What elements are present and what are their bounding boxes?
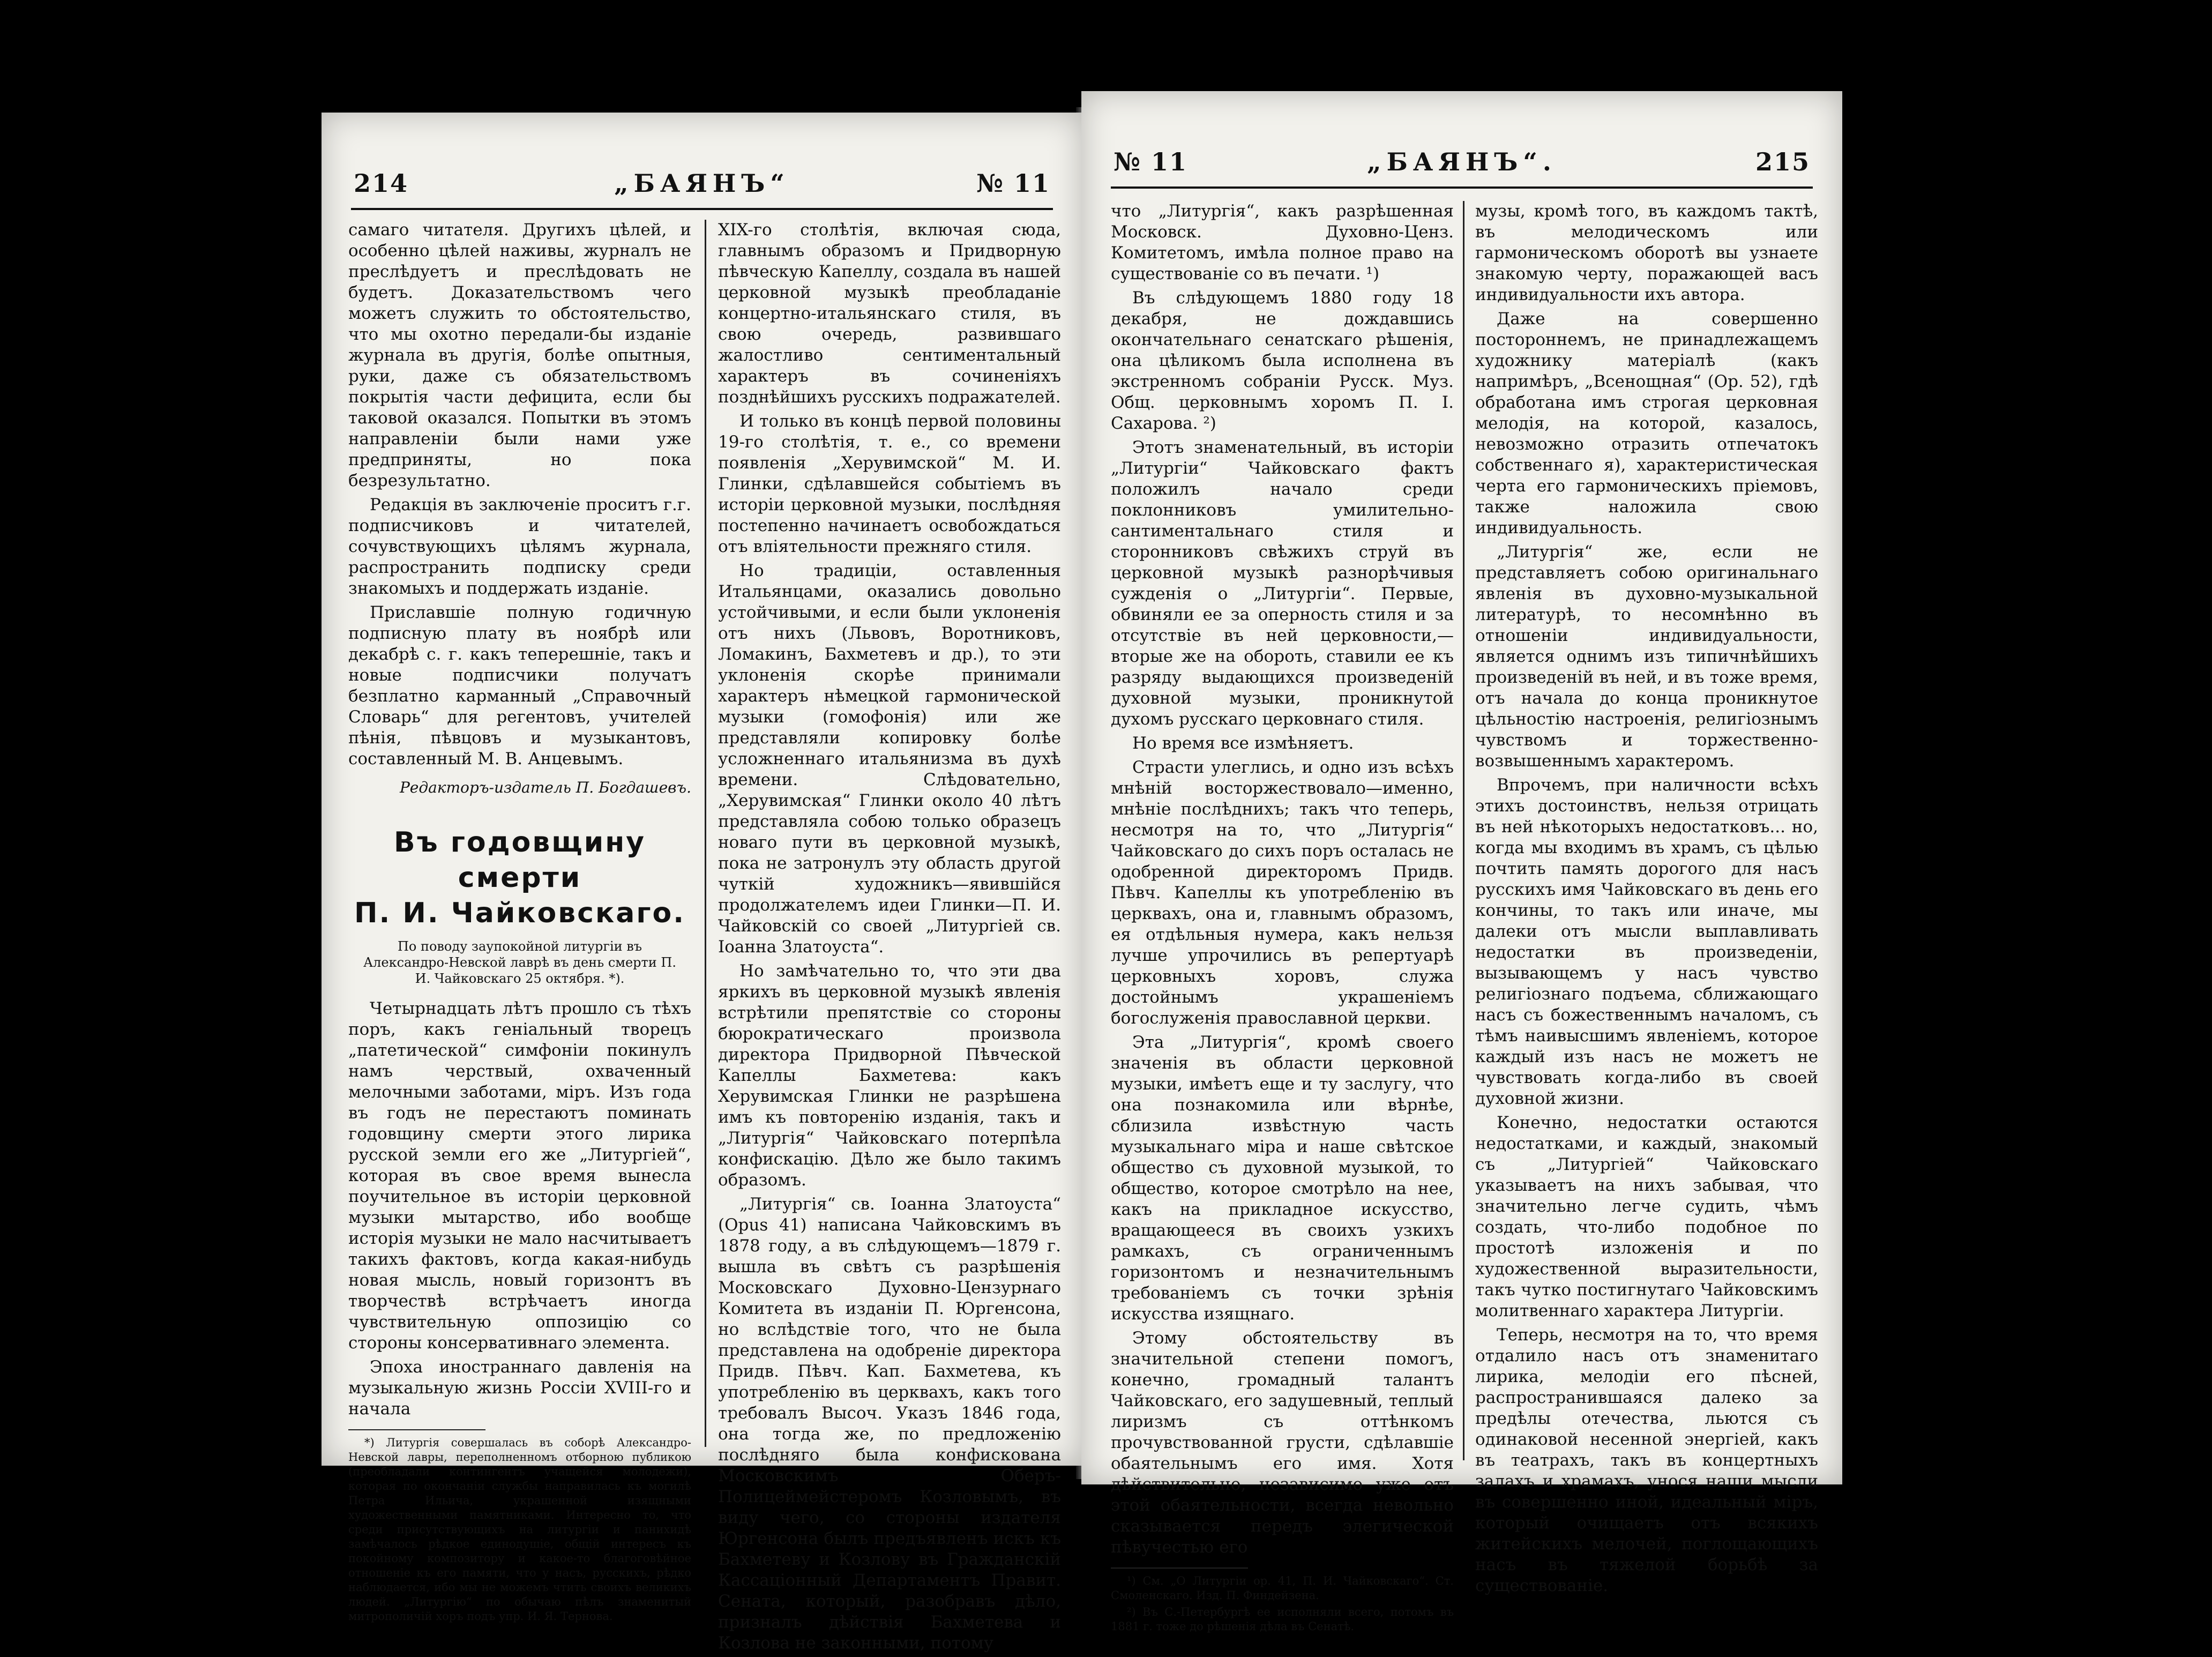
- footnotes: [1111, 1574, 1454, 1634]
- paragraph: Но замѣчательно то, что эти два яркихъ въ церковной музыкѣ явленія встрѣтили препятствіе со стороны бюрократическаго произвола директора Придворной Пѣвческой Капеллы Бахметева: какъ Херувимская Глинки не разрѣшена имъ къ повторенію изданія, такъ и „Литургія“ Чайковскаго потерпѣла конфискацію. Дѣло же было такимъ образомъ.: [718, 961, 1061, 1190]
- article-title: [348, 825, 691, 931]
- header-rule: [1111, 186, 1813, 189]
- page-number: 215: [1755, 147, 1810, 176]
- right-page: [1081, 91, 1842, 1633]
- paragraph: Страсти улеглись, и одно изъ всѣхъ мнѣній восторжествовало—именно, мнѣніе послѣднихъ; такъ что теперь, несмотря на то, что „Литургія“ Чайковскаго до сихъ поръ осталась не одобренной директоромъ Придв. Пѣвч. Капеллы къ употребленію въ церквахъ, она и, главнымъ образомъ, ея отдѣльныя нумера, какъ нельзя лучше упрочились въ репертуарѣ церковныхъ хоровъ, служа достойнымъ украшеніемъ богослуженія православной церкви.: [1111, 758, 1454, 1028]
- paragraph: Этому обстоятельству въ значительной степени помогъ, конечно, громадный талантъ Чайковскаго, его задушевный, теплый лиризмъ съ оттѣнкомъ прочувствованной грусти, сдѣлавшіе обаятельнымъ его имя. Хотя дѣйствительно, независимо уже отъ этой обаятельности, всегда невольно сказывается передъ элегической пѣвучестью его: [1111, 1328, 1454, 1557]
- page-header: [1114, 147, 1810, 185]
- editor-signature: Редакторъ-издатель П. Богдашевъ.: [399, 779, 691, 796]
- paragraph: Этотъ знаменательный, въ исторіи „Литургіи“ Чайковскаго фактъ положилъ начало среди поклонниковъ умилительно-сантиментальнаго стиля и сторонниковъ свѣжихъ струй въ церковной музыкѣ разнорѣчивыя сужденія о „Литургіи“. Первые, обвиняли ее за оперность стиля и за отсутствіе въ ней церковности,—вторые же на обороть, ставили ее къ разряду выдающихся произведеній духовной музыки, проникнутой духомъ русскаго церковнаго стиля.: [1111, 438, 1454, 729]
- article-title-line: Въ годовщину смерти: [393, 826, 646, 894]
- column-divider: [705, 220, 706, 1447]
- paragraph: Эта „Литургія“, кромѣ своего значенія въ области церковной музыки, имѣетъ еще и ту заслугу, что она познакомила или вѣрнѣе, сблизила извѣстную часть музыкальнаго міра и наше свѣтское общество съ духовной музыкой, то общество, которое смотрѣло на нее, какъ на прикладное искусство, вращающееся въ своихъ узкихъ рамкахъ, съ ограниченнымъ горизонтомъ и незначительнымъ требованіемъ съ точки зрѣнія искусства изящнаго.: [1111, 1033, 1454, 1324]
- paragraph: Редакція въ заключеніе проситъ г.г. подписчиковъ и читателей, сочувствующихъ цѣлямъ журнала, распространить подписку среди знакомыхъ и поддержать изданіе.: [348, 495, 691, 598]
- paragraph: Конечно, недостатки остаются недостатками, и каждый, знакомый съ „Литургіей“ Чайковскаго указываетъ на нихъ забывая, что значительно легче судить, чѣмъ создать, что-либо подобное по простотѣ изложенія и по художественной выразительности, такъ чутко постигнутаго Чайковскимъ молитвеннаго характера Литургіи.: [1475, 1113, 1818, 1320]
- issue-number: № 11: [1114, 147, 1188, 176]
- column-left-2: [718, 220, 1061, 1657]
- paragraph: Приславшіе полную годичную подписную плату въ ноябрѣ или декабрѣ с. г. какъ теперешніе, такъ и новые подписчики получатъ безплатно карманный „Справочный Словарь“ для регентовъ, учителей пѣнія, пѣвцовъ и музыкантовъ, составленный М. В. Анцевымъ.: [348, 603, 691, 768]
- issue-number: № 11: [976, 169, 1050, 198]
- paragraph: Но традиціи, оставленныя Итальянцами, оказались довольно устойчивыми, и если были уклоненія отъ нихъ (Львовъ, Воротниковъ, Ломакинъ, Бахметевъ и др.), то эти уклоненія скорѣе принимали характеръ нѣмецкой гармонической музыки (гомофонія) или же представляли копировку болѣе усложненнаго итальянизма въ духѣ времени. Слѣдовательно, „Херувимская“ Глинки около 40 лѣтъ представляла собою только образецъ новаго пути въ церковной музыкѣ, пока не затронулъ эту область другой чуткій художникъ—явившійся продолжателемъ идеи Глинки—П. И. Чайковскій со своей „Литургіей св. Іоанна Златоуста“.: [718, 561, 1061, 957]
- paragraph: Впрочемъ, при наличности всѣхъ этихъ достоинствъ, нельзя отрицать въ ней нѣкоторыхъ недостатковъ... но, когда мы входимъ въ храмъ, съ цѣлью почтить память дорогого для насъ русскихъ имя Чайковскаго въ день его кончины, то такъ или иначе, мы далеки отъ мысли выплавливать недостатки въ произведеніи, вызывающемъ у насъ чувство религіознаго подъема, сближающаго насъ съ божественнымъ началомъ, съ тѣмъ наивысшимъ явленіемъ, которое каждый изъ насъ не можетъ не чувствовать когда-либо въ своей духовной жизни.: [1475, 775, 1818, 1108]
- footnote-text: ²) Въ С.-Петербургѣ ее исполняли всего, потомъ въ 1881 г. тоже до рѣшенія дѣла въ Сенатѣ.: [1111, 1606, 1454, 1633]
- column-right-1: [1111, 201, 1454, 1636]
- paragraph: Но время все измѣняетъ.: [1132, 734, 1354, 753]
- footnote-rule: [348, 1429, 485, 1430]
- journal-title: „БАЯНЪ“: [614, 169, 790, 198]
- column-left-1: [348, 220, 691, 1626]
- header-rule: [351, 208, 1053, 210]
- paragraph: „Литургія“ св. Іоанна Златоуста“ (Opus 41) написана Чайковскимъ въ 1878 году, а въ слѣдующемъ—1879 г. вышла въ свѣтъ съ разрѣшенія Московскаго Духовно-Цензурнаго Комитета въ изданіи П. Юргенсона, но вслѣдствіе того, что не была представлена на одобреніе директора Придв. Пѣвч. Кап. Бахметева, къ употребленію въ церквахъ, какъ того требовалъ Высоч. Указъ 1846 года, она тогда же, по предложенію послѣдняго была конфискована Московскимъ Оберъ-Полицеймейстеромъ Козловымъ, въ виду чего, со стороны издателя Юргенсона былъ предъявленъ искъ къ Бахметеву и Козлову въ Гражданскій Кассаціонный Департаментъ Правит. Сената, который, разобравъ дѣло, призналъ дѣйствія Бахметева и Козлова не законными, потому: [718, 1195, 1061, 1653]
- page-number: 214: [354, 169, 409, 198]
- paragraph: Четырнадцать лѣтъ прошло съ тѣхъ поръ, какъ геніальный творецъ „патетической“ симфоніи покинулъ намъ черствый, охваченный мелочными заботами, міръ. Изъ года въ годъ не перестаютъ поминать годовщину смерти этого лирика русской земли его же „Литургіей“, которая въ свое время вынесла поучительное въ исторіи церковной музыки мытарство, ибо вообще исторія музыки не мало насчитываетъ такихъ фактовъ, когда какая-нибудь новая мысль, новый горизонтъ въ творчествѣ встрѣчаетъ иногда чувствительную оппозицію со стороны консервативнаго элемента.: [348, 999, 691, 1353]
- paragraph: что „Литургія“, какъ разрѣшенная Московск. Духовно-Ценз. Комитетомъ, имѣла полное право на существованіе со въ печати. ¹): [1111, 201, 1454, 283]
- paragraph: Даже на совершенно постороннемъ, не принадлежащемъ художнику матеріалѣ (какъ напримѣръ, „Всенощная“ (Ор. 52), гдѣ обработана имъ строгая церковная мелодія, на которой, казалось, невозможно отразить отпечатокъ собственнаго я), характеристическая черта его гармоническихъ пріемовъ, также наложила свою индивидуальность.: [1475, 309, 1818, 538]
- paragraph: Въ слѣдующемъ 1880 году 18 декабря, не дождавшись окончательнаго сенатскаго рѣшенія, она цѣликомъ была исполнена въ экстренномъ собраніи Русск. Муз. Общ. церковнымъ хоромъ П. І. Сахарова. ²): [1111, 288, 1454, 433]
- footnote: [348, 1436, 691, 1624]
- journal-title: „БАЯНЪ“.: [1367, 147, 1557, 176]
- paragraph: Теперь, несмотря на то, что время отдалило насъ отъ знаменитаго лирика, мелодіи его пѣсней, распространившаяся далеко за предѣлы отечества, льются съ одинаковой несенной энергіей, какъ въ театрахъ, такъ въ концертныхъ залахъ и храмахъ, унося наши мысли въ совершенно иной, идеальный міръ, который очищаетъ отъ всякихъ житейскихъ мелочей, поглощающихъ насъ въ тяжелой борьбѣ за существованіе.: [1475, 1325, 1818, 1595]
- paragraph: „Литургія“ же, если не представляетъ собою оригинальнаго явленія въ духовно-музыкальной литературѣ, то несомнѣнно въ отношеніи индивидуальности, является однимъ изъ типичнѣйшихъ произведеній въ ней, и въ тоже время, отъ начала до конца проникнутое цѣльностію настроенія, религіознымъ чувствомъ и торжественно-возвышеннымъ характеромъ.: [1475, 542, 1818, 771]
- footnote-text: *) Литургія совершалась въ соборѣ Александро-Невской лавры, переполненномъ отборною публикою (преобладали контингентъ учащейся молодежи), которая по окончаніи службы направилась къ могилѣ Петра Ильича, украшенной изящными художественными памятниками. Интересно то, что среди присутствующихъ на литургіи и панихидѣ замѣчалось рѣдкое единодушіе, общій интересъ къ покойному композитору и какое-то благоговѣйное отношеніе къ его памяти, что у насъ, русскихъ, рѣдко наблюдается, ибо мы не можемъ чтить своихъ великихъ людей. „Литургію“ по обычаю пѣлъ знаменитый митрополичій хоръ подъ упр. И. Я. Тернова.: [348, 1436, 691, 1623]
- paragraph: XIX-го столѣтія, включая сюда, главнымъ образомъ и Придворную пѣвческую Капеллу, создала въ нашей церковной музыкѣ преобладаніе концертно-итальянскаго стиля, въ свою очередь, развившаго жалостливо сентиментальный характеръ въ сочиненіяхъ позднѣйшихъ русскихъ подражателей.: [718, 220, 1061, 407]
- paragraph: самаго читателя. Другихъ цѣлей, и особенно цѣлей наживы, журналъ не преслѣдуетъ и преслѣдовать не будетъ. Доказательствомъ чего можетъ служить то обстоятельство, что мы охотно передали-бы изданіе журнала въ другія, болѣе опытныя, руки, даже съ обязательствомъ покрытія части дефицита, если бы таковой оказался. Попытки въ этомъ направленіи были нами уже предприняты, но пока безрезультатно.: [348, 220, 691, 490]
- paragraph: Эпоха иностраннаго давленія на музыкальную жизнь Россіи XVIII-го и начала: [348, 1357, 691, 1419]
- footnote-rule: [1111, 1568, 1248, 1569]
- footnote-text: ¹) См. „О Литургіи ор. 41, П. И. Чайковскаго“. Ст. Смоленскаго. Изд. П. Финдейзена.: [1111, 1574, 1454, 1602]
- article-subtitle: По поводу заупокойной литургіи въ Александро-Невской лаврѣ въ день смерти П. И. Чайковскаго 25 октября. *).: [363, 939, 676, 986]
- article-title-line: П. И. Чайковскаго.: [354, 897, 686, 929]
- paragraph: музы, кромѣ того, въ каждомъ тактѣ, въ мелодическомъ или гармоническомъ оборотѣ вы узнаете знакомую черту, поражающей васъ индивидуальности ихъ автора.: [1475, 201, 1818, 304]
- paragraph: И только въ концѣ первой половины 19-го столѣтія, т. е., со времени появленія „Херувимской“ М. И. Глинки, сдѣлавшейся событіемъ въ исторіи церковной музыки, послѣдняя постепенно начинаетъ освобождаться отъ вліятельности прежняго стиля.: [718, 412, 1061, 556]
- column-right-2: [1475, 201, 1818, 1600]
- page-header: [354, 169, 1050, 206]
- column-divider: [1463, 201, 1464, 1460]
- left-page: [322, 113, 1082, 1653]
